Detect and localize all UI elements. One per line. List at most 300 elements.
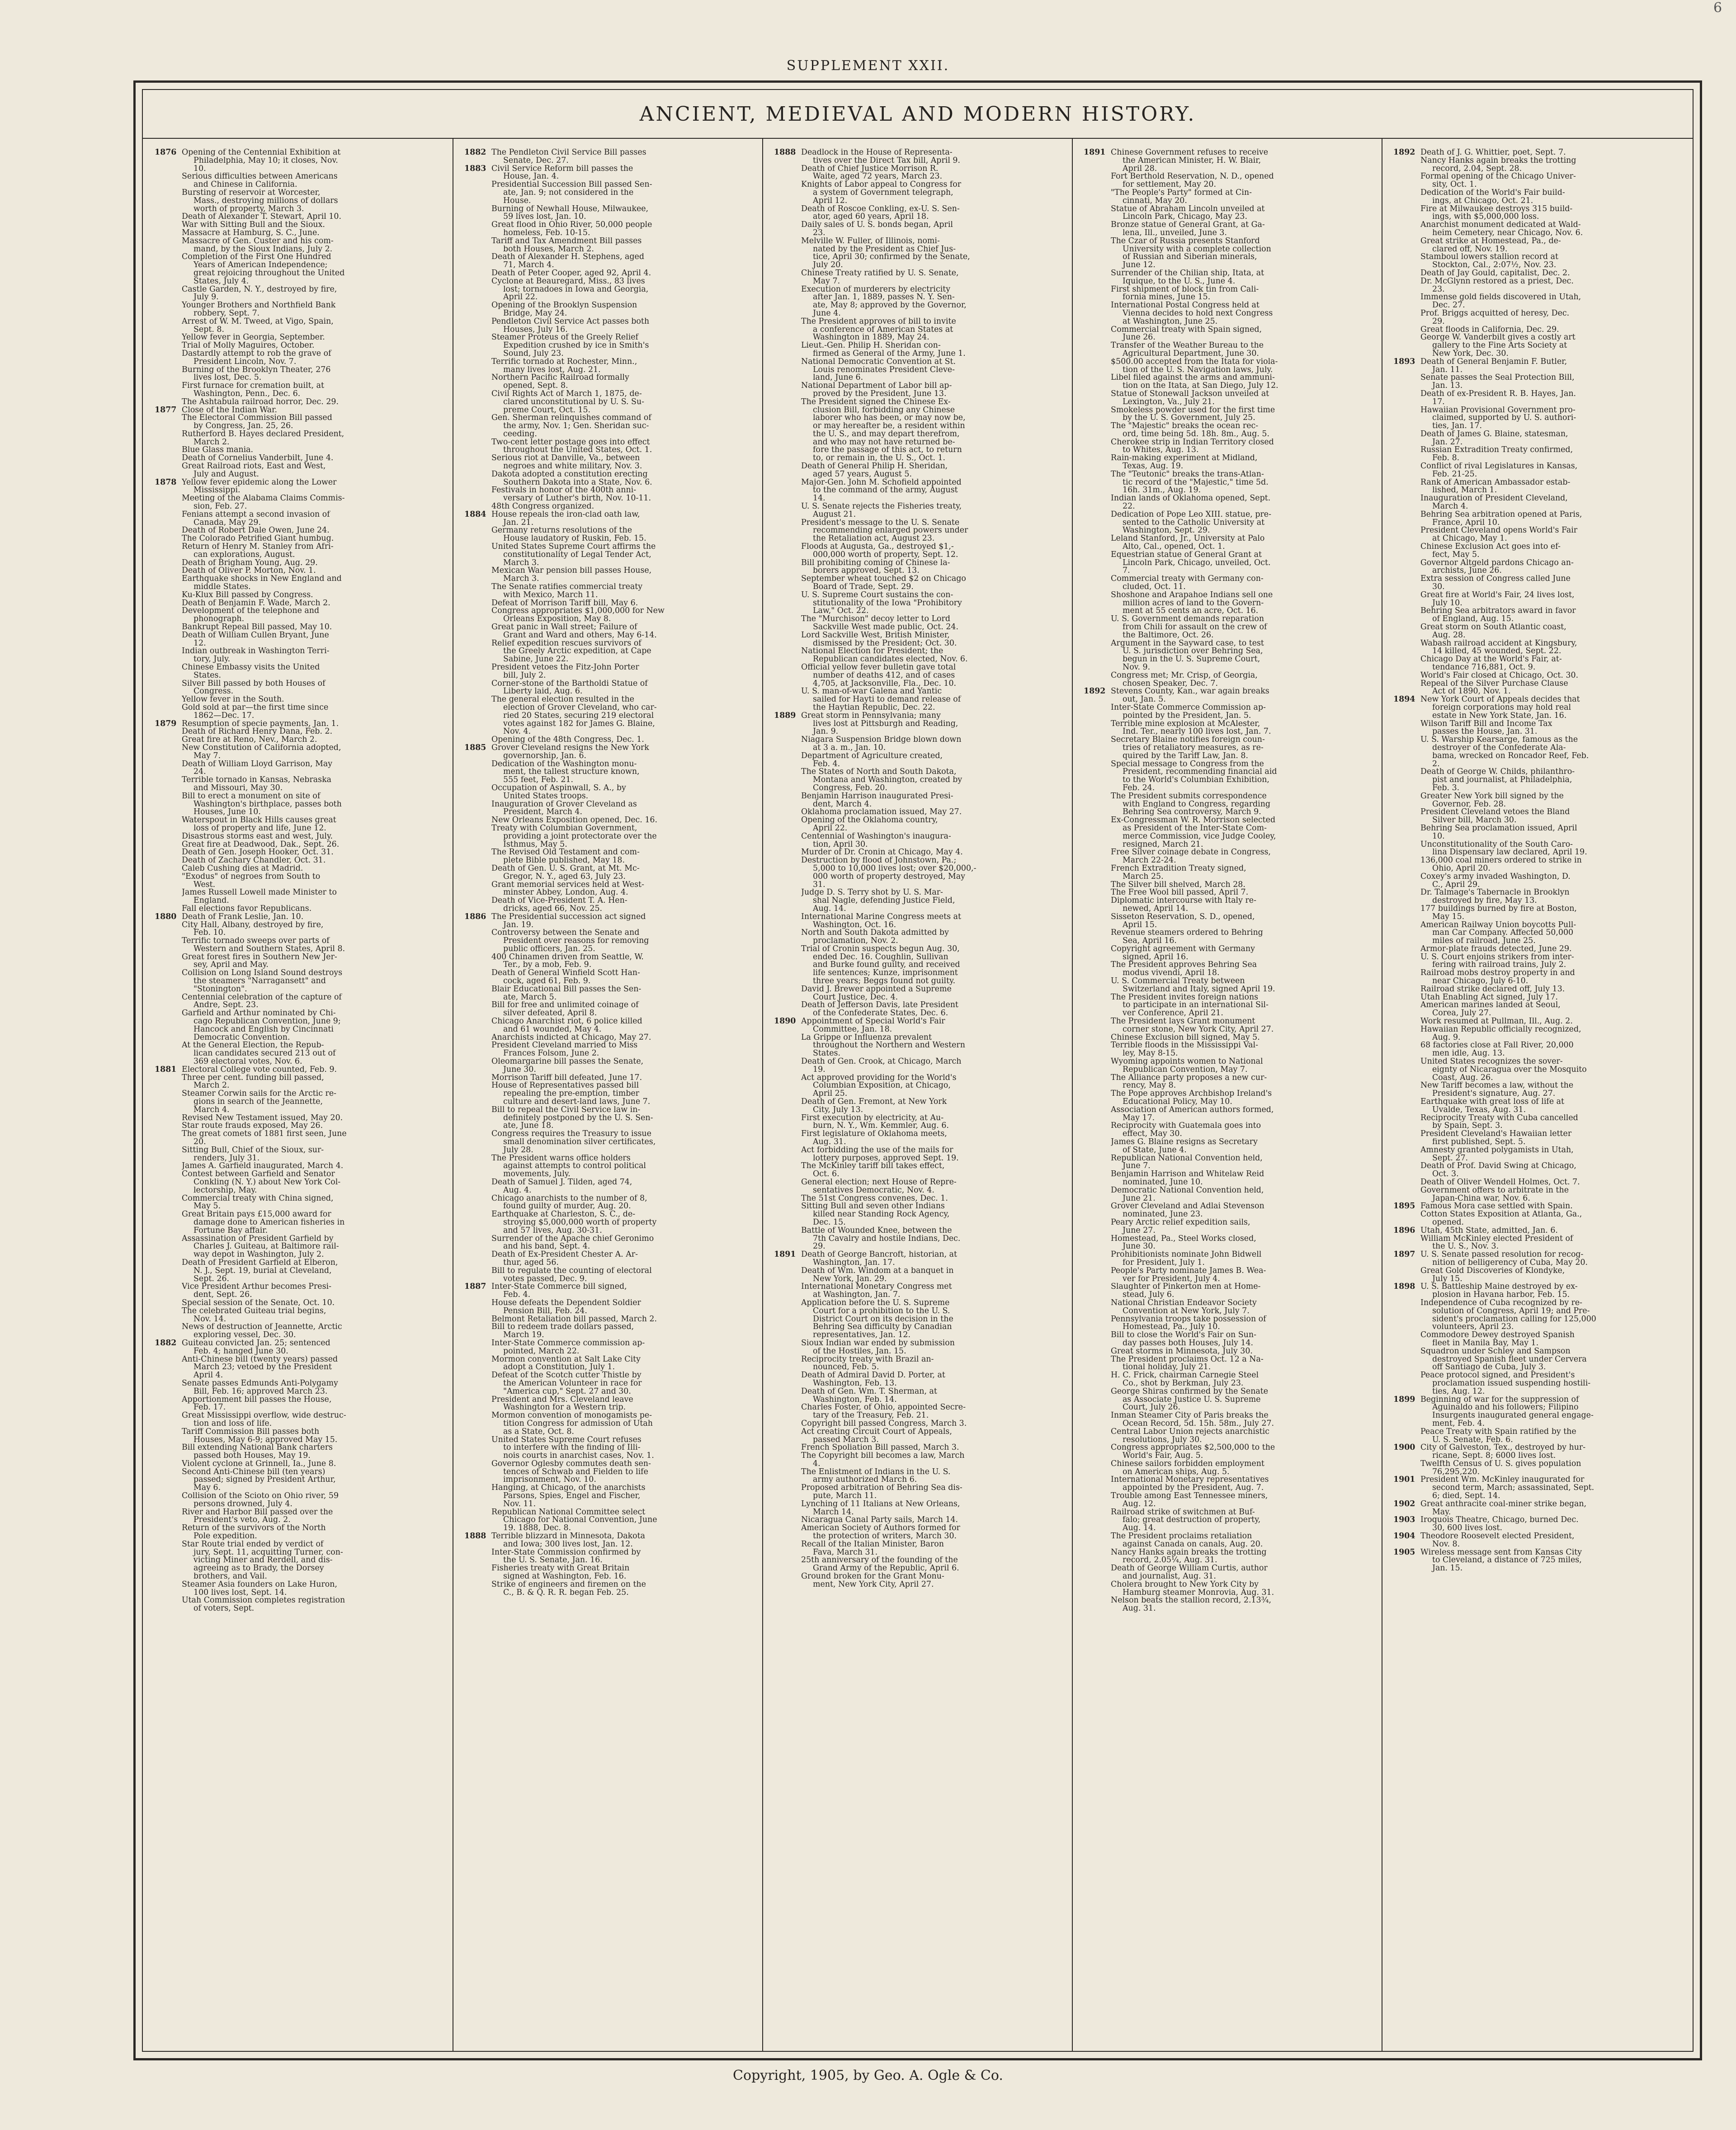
entry-year [774,165,801,181]
entry-line: June 12. [1123,261,1156,269]
entry-year [774,221,801,237]
entry-line: found guilty of murder, Aug. 20. [503,1202,631,1211]
entry-text [1420,293,1692,310]
entry-year [155,559,182,567]
entry-line: stitutionality of the Iowa "Prohibitory [813,599,962,608]
entry-year [1084,672,1111,688]
entry-text [491,205,756,221]
entry-year [774,1267,801,1283]
entry-line: the Greely Arctic expedition, at Cape [503,647,651,656]
entry-text [1111,237,1375,269]
entry-text [491,486,756,503]
entry-line: the U. S., Nov. 3. [1432,1243,1499,1251]
entry-line: tion and loss of life. [193,1419,272,1428]
entry-line: 29. [813,1243,826,1251]
entry-line: New York, Dec. 30. [1432,349,1509,358]
entry-line: proved by the President, June 13. [813,390,947,398]
entry-text [182,342,446,350]
history-entry [1393,640,1692,656]
entry-year [1084,1371,1111,1388]
entry-line: Alto, Cal., opened, Oct. 1. [1123,543,1225,551]
entry-year [155,1492,182,1508]
entry-text [801,1074,1066,1098]
history-entry [774,1034,1066,1058]
entry-text [801,1524,1066,1541]
history-entry [155,286,446,302]
entry-line: ricane, Sept. 8; 6000 lives lost. [1432,1452,1556,1460]
entry-text [801,543,1066,559]
entry-year [1084,1299,1111,1315]
entry-year [155,607,182,623]
entry-line: The President approves of bill to invite [801,317,956,326]
entry-year [774,985,801,1002]
entry-line: Wireless message sent from Kansas City [1420,1548,1582,1557]
history-entry [155,647,446,664]
history-entry [464,1396,756,1412]
entry-year [1393,334,1420,358]
entry-line: fleet in Manila Bay, May 1. [1432,1339,1539,1348]
history-entry [1084,302,1375,325]
entry-line: Serious difficulties between Americans [182,173,338,181]
entry-year: 1894 [1393,695,1415,704]
entry-year [1084,454,1111,471]
entry-year [1393,1082,1420,1098]
entry-year [774,816,801,833]
entry-line: of the Confederate States, Dec. 6. [813,1009,948,1018]
entry-text [801,286,1066,318]
entry-year [774,736,801,752]
history-entry [464,503,756,511]
history-column-2 [464,149,756,2042]
history-entry [464,865,756,881]
entry-line: Bill to redeem trade dollars passed, [491,1323,634,1332]
entry-year [155,1074,182,1090]
entry-year [464,237,491,254]
history-entry [155,1146,446,1163]
entry-line: Major-Gen. John M. Schofield appointed [801,478,962,487]
history-entry [1393,479,1692,495]
entry-line: Controversy between the Senate and [491,929,640,938]
entry-year [1393,205,1420,221]
entry-text [1111,736,1375,760]
entry-line: Presidential Succession Bill passed Sen- [491,181,652,189]
entry-line: of Russian and Siberian minerals, [1123,253,1257,262]
entry-line: the American Volunteer in race for [503,1379,642,1388]
entry-line: Oct. 6. [813,1170,840,1178]
history-entry [1393,462,1692,479]
entry-text [182,430,446,447]
entry-line: Pension Bill, Feb. 24. [503,1307,587,1315]
entry-text [801,1267,1066,1283]
entry-text [491,1371,756,1395]
entry-line: La Grippe or Influenza prevalent [801,1033,932,1042]
entry-year: 1895 [1393,1202,1415,1211]
entry-text [1420,1460,1692,1476]
entry-line: public officers, Jan. 25. [503,945,595,953]
entry-year [155,816,182,833]
entry-text [1111,1299,1375,1315]
entry-text [801,816,1066,833]
entry-line: Congress. [193,688,234,696]
entry-text [1111,615,1375,639]
history-entry [155,1066,446,1074]
entry-line: definitely postponed by the U. S. Sen- [503,1114,653,1122]
history-entry [1084,1371,1375,1388]
entry-line: Relief expedition rescues survivors of [491,639,642,648]
history-entry [774,318,1066,342]
entry-text [1111,704,1375,720]
history-entry [464,583,756,599]
entry-text [182,253,446,285]
history-entry [464,784,756,801]
entry-text [491,543,756,567]
entry-year [155,873,182,889]
history-entry [464,1581,756,1597]
entry-line: and journalist, Aug. 31. [1123,1573,1216,1581]
entry-year [464,583,491,599]
entry-text [182,213,446,221]
entry-line: and who may not have returned be- [813,438,955,447]
entry-text [491,1195,756,1211]
entry-line: Jan. 19. [503,921,534,929]
history-entry [155,905,446,913]
entry-line: Apportionment bill passes the House, [182,1395,332,1404]
entry-text [1420,374,1692,390]
history-entry [1393,623,1692,640]
history-entry [774,1573,1066,1589]
entry-text [182,680,446,696]
entry-line: destroyed by fire, May 13. [1432,897,1537,905]
entry-line: The Revised Old Testament and com- [491,848,640,857]
history-entry [774,768,1066,792]
entry-year [1084,1331,1111,1348]
entry-text [1420,945,1692,953]
entry-year [155,382,182,398]
entry-line: Death of Richard Henry Dana, Feb. 2. [182,728,333,736]
entry-line: ate, Jan. 9; not considered in the [503,188,634,197]
history-entry [1393,607,1692,623]
entry-text [491,1034,756,1042]
history-entry [155,382,446,398]
entry-line: Andre, Sept. 23. [193,1001,259,1010]
entry-line: House of Representatives passed bill [491,1082,639,1090]
entry-line: the Retaliation act, August 23. [813,535,935,543]
entry-line: Repeal of the Silver Purchase Clause [1420,679,1568,688]
entry-line: Second Anti-Chinese bill (ten years) [182,1468,326,1476]
entry-line: The Silver bill shelved, March 28. [1111,881,1245,889]
entry-text [1420,1130,1692,1146]
entry-line: Board of Trade, Sept. 29. [813,583,914,591]
entry-line: Inter-State Commission confirmed by [491,1548,641,1557]
entry-text [182,382,446,398]
history-entry [155,1508,446,1525]
entry-line: Association of American authors formed, [1111,1106,1274,1114]
entry-line: City of Galveston, Tex., destroyed by hur- [1420,1444,1586,1452]
entry-line: Great Mississippi overflow, wide destruc- [182,1412,346,1420]
entry-year [464,1323,491,1339]
history-entry [1084,736,1375,760]
entry-line: 000,000 worth of property, Sept. 12. [813,551,958,559]
history-entry [464,1508,756,1532]
history-entry [1393,680,1692,696]
entry-line: Nov. 4. [503,728,531,736]
entry-text [491,1323,756,1339]
history-entry [1393,430,1692,447]
entry-year [774,1146,801,1163]
entry-text [1420,1098,1692,1114]
entry-line: 369 electoral votes, Nov. 6. [193,1058,302,1066]
entry-text [1111,961,1375,977]
entry-line: tries of retaliatory measures, as re- [1123,744,1264,752]
entry-year [464,865,491,881]
entry-text [1111,913,1375,929]
history-entry [1393,1532,1692,1549]
entry-line: The "Majestic" breaks the ocean rec- [1111,422,1259,430]
history-entry [774,1251,1066,1267]
entry-line: Opening of the Brooklyn Suspension [491,302,637,310]
entry-text [182,720,446,728]
entry-text [182,607,446,623]
entry-line: Rutherford B. Hayes declared President, [182,430,344,438]
history-entry [1393,1348,1692,1371]
entry-text [182,1235,446,1259]
entry-text [182,1299,446,1307]
history-entry [1084,792,1375,816]
entry-text [491,1412,756,1436]
entry-text [801,1500,1066,1517]
entry-year [1084,1356,1111,1372]
entry-line: sey, April and May. [193,961,269,970]
entry-line: lottery purposes, approved Sept. 19. [813,1154,959,1163]
entry-line: March 19. [503,1331,544,1339]
column-divider [1072,138,1073,2051]
entry-text [182,792,446,816]
history-entry [464,237,756,254]
entry-year [1393,1211,1420,1227]
entry-line: House repeals the iron-clad oath law, [491,510,640,519]
entry-line: Return of Henry M. Stanley from Afri- [182,543,334,551]
entry-year [1084,1251,1111,1267]
history-entry [1393,945,1692,953]
history-entry [1084,438,1375,455]
history-entry [1084,1041,1375,1058]
history-entry [1084,342,1375,358]
entry-year [464,760,491,784]
history-entry [155,1122,446,1130]
entry-line: March 2. [193,1082,230,1090]
entry-year [1084,640,1111,672]
history-entry [155,816,446,833]
entry-line: sion, Feb. 27. [193,503,247,511]
history-entry [155,1428,446,1444]
entry-line: passed March 3. [813,1436,879,1444]
entry-year [1393,253,1420,269]
history-entry [1393,857,1692,873]
history-entry [464,253,756,269]
entry-year [155,1122,182,1130]
entry-text [182,567,446,575]
entry-line: lectorship, May. [193,1186,257,1195]
entry-line: House, Jan. 4. [503,173,559,181]
entry-line: tences of Schwab and Fielden to life [503,1468,648,1476]
entry-line: Work resumed at Pullman, Ill., Aug. 2. [1420,1018,1573,1026]
entry-year [464,1001,491,1018]
entry-line: Great storm on South Atlantic coast, [1420,623,1566,631]
entry-text [801,929,1066,945]
entry-line: firmed as General of the Army, June 1. [813,349,966,358]
entry-text [1111,1018,1375,1034]
entry-year [464,253,491,269]
entry-text [1111,1170,1375,1187]
entry-line: Libel filed against the arms and ammuni- [1111,374,1275,382]
entry-line: Educational Policy, May 10. [1123,1098,1232,1106]
entry-line: ate, June 18. [503,1122,554,1131]
history-entry [1084,406,1375,423]
entry-line: 14 killed, 45 wounded, Sept. 22. [1432,647,1561,656]
entry-line: Guiteau convicted Jan. 25; sentenced [182,1339,330,1348]
entry-text [182,1283,446,1299]
entry-year: 1891 [774,1250,796,1259]
entry-line: Blue Glass mania. [182,446,254,455]
entry-line: and Missouri, May 30. [193,784,283,792]
history-entry [1084,615,1375,639]
history-entry [774,1267,1066,1283]
entry-line: of the Hostiles, Jan. 15. [813,1347,906,1356]
entry-line: Peace Treaty with Spain ratified by the [1420,1428,1576,1436]
entry-line: Castle Garden, N. Y., destroyed by fire, [182,285,337,294]
entry-text [182,994,446,1010]
entry-year [774,318,801,342]
entry-line: Rank of American Ambassador estab- [1420,478,1571,487]
entry-line: Terrible blizzard in Minnesota, Dakota [491,1532,645,1541]
history-entry [1393,985,1692,994]
entry-year [1084,736,1111,760]
entry-year [464,1371,491,1395]
entry-text [182,921,446,938]
entry-year: 1896 [1393,1225,1415,1235]
entry-text [491,881,756,897]
entry-text [491,527,756,543]
entry-line: International Postal Congress held at [1111,302,1260,310]
history-entry [464,374,756,390]
entry-line: Cyclone at Beauregard, Miss., 83 lives [491,277,645,286]
history-entry [155,1541,446,1581]
history-entry [155,189,446,213]
entry-line: ver Conference, April 21. [1123,1009,1223,1018]
entry-line: Independence of Cuba recognized by re- [1420,1299,1583,1307]
entry-line: Behring Sea proclamation issued, April [1420,824,1577,833]
entry-text [1111,1356,1375,1372]
entry-text [801,1299,1066,1339]
entry-line: Coast, Aug. 26. [1432,1074,1493,1082]
entry-line: Grover Cleveland resigns the New York [491,744,649,752]
entry-line: Hawaiian Republic officially recognized, [1420,1025,1581,1034]
history-entry [1084,535,1375,551]
entry-text [491,269,756,278]
history-entry [1084,221,1375,237]
entry-text [1111,977,1375,994]
entry-line: International Monetary representatives [1111,1476,1269,1484]
entry-text [182,366,446,382]
history-entry [155,833,446,841]
entry-year [464,374,491,390]
entry-year [1084,977,1111,994]
history-entry [1393,253,1692,269]
history-entry [1393,543,1692,559]
history-entry [774,575,1066,591]
entry-line: Jan. 9. [813,728,839,736]
entry-text [491,334,756,358]
history-entry [155,1090,446,1114]
entry-line: Jan. 27. [1432,438,1463,447]
entry-line: Grand Army of the Republic, April 6. [813,1565,959,1573]
entry-text [1111,1331,1375,1348]
entry-text [182,414,446,430]
entry-line: ties, Jan. 17. [1432,422,1482,430]
entry-line: 68 factories close at Fall River, 20,000 [1420,1041,1574,1050]
entry-line: Death of Jay Gould, capitalist, Dec. 2. [1420,269,1570,278]
entry-line: Utah Commission completes registration [182,1597,345,1605]
entry-line: "The People's Party" formed at Cin- [1111,188,1252,197]
entry-line: United States Supreme Court affirms the [491,543,656,551]
history-entry [1084,1034,1375,1042]
entry-line: 25th anniversary of the founding of the [801,1556,958,1565]
entry-line: and Burke found guilty, and received [813,961,960,970]
entry-year [774,358,801,382]
entry-year [155,575,182,591]
history-entry [464,165,756,181]
entry-line: Governor Oglesby commutes death sen- [491,1460,651,1468]
entry-line: War with Sitting Bull and the Sioux. [182,221,325,229]
entry-line: shal Nagle, defending Justice Field, [813,897,955,905]
entry-text [491,1082,756,1106]
entry-line: June 4. [813,309,841,318]
entry-line: Nov. 8. [1432,1540,1460,1549]
entry-year: 1899 [1393,1395,1415,1404]
entry-line: April 22. [503,293,538,302]
entry-line: The general election resulted in the [491,696,634,704]
entry-line: Chinese Exclusion bill signed, May 5. [1111,1033,1260,1042]
history-entry [155,969,446,993]
entry-line: Slaughter of Pinkerton men at Home- [1111,1283,1261,1291]
entry-text [1111,720,1375,736]
entry-line: Switzerland and Italy, signed April 19. [1123,985,1275,994]
entry-text [1420,1532,1692,1549]
entry-year [774,1074,801,1098]
entry-line: Special message to Congress from the [1111,760,1264,768]
entry-line: resigned, March 21. [1123,840,1203,849]
entry-line: Revenue steamers ordered to Behring [1111,929,1263,938]
entry-line: May 17. [1123,1114,1155,1122]
entry-year [155,221,182,229]
history-entry [155,873,446,889]
entry-year [1084,848,1111,865]
history-entry [1084,495,1375,511]
entry-year [1084,720,1111,736]
entry-text [801,1444,1066,1452]
entry-year [155,776,182,792]
entry-line: 17. [1432,398,1445,406]
entry-line: Wabash railroad accident at Kingsbury, [1420,639,1577,648]
entry-line: resolutions, July 30. [1123,1436,1202,1444]
entry-line: Aug. 12. [1123,1500,1156,1508]
entry-text [1111,672,1375,688]
history-entry [1084,865,1375,881]
entry-line: Special session of the Senate, Oct. 10. [182,1299,335,1307]
entry-year [155,189,182,213]
entry-line: U. S. Senate, Feb. 6. [1432,1436,1513,1444]
entry-text [182,905,446,913]
